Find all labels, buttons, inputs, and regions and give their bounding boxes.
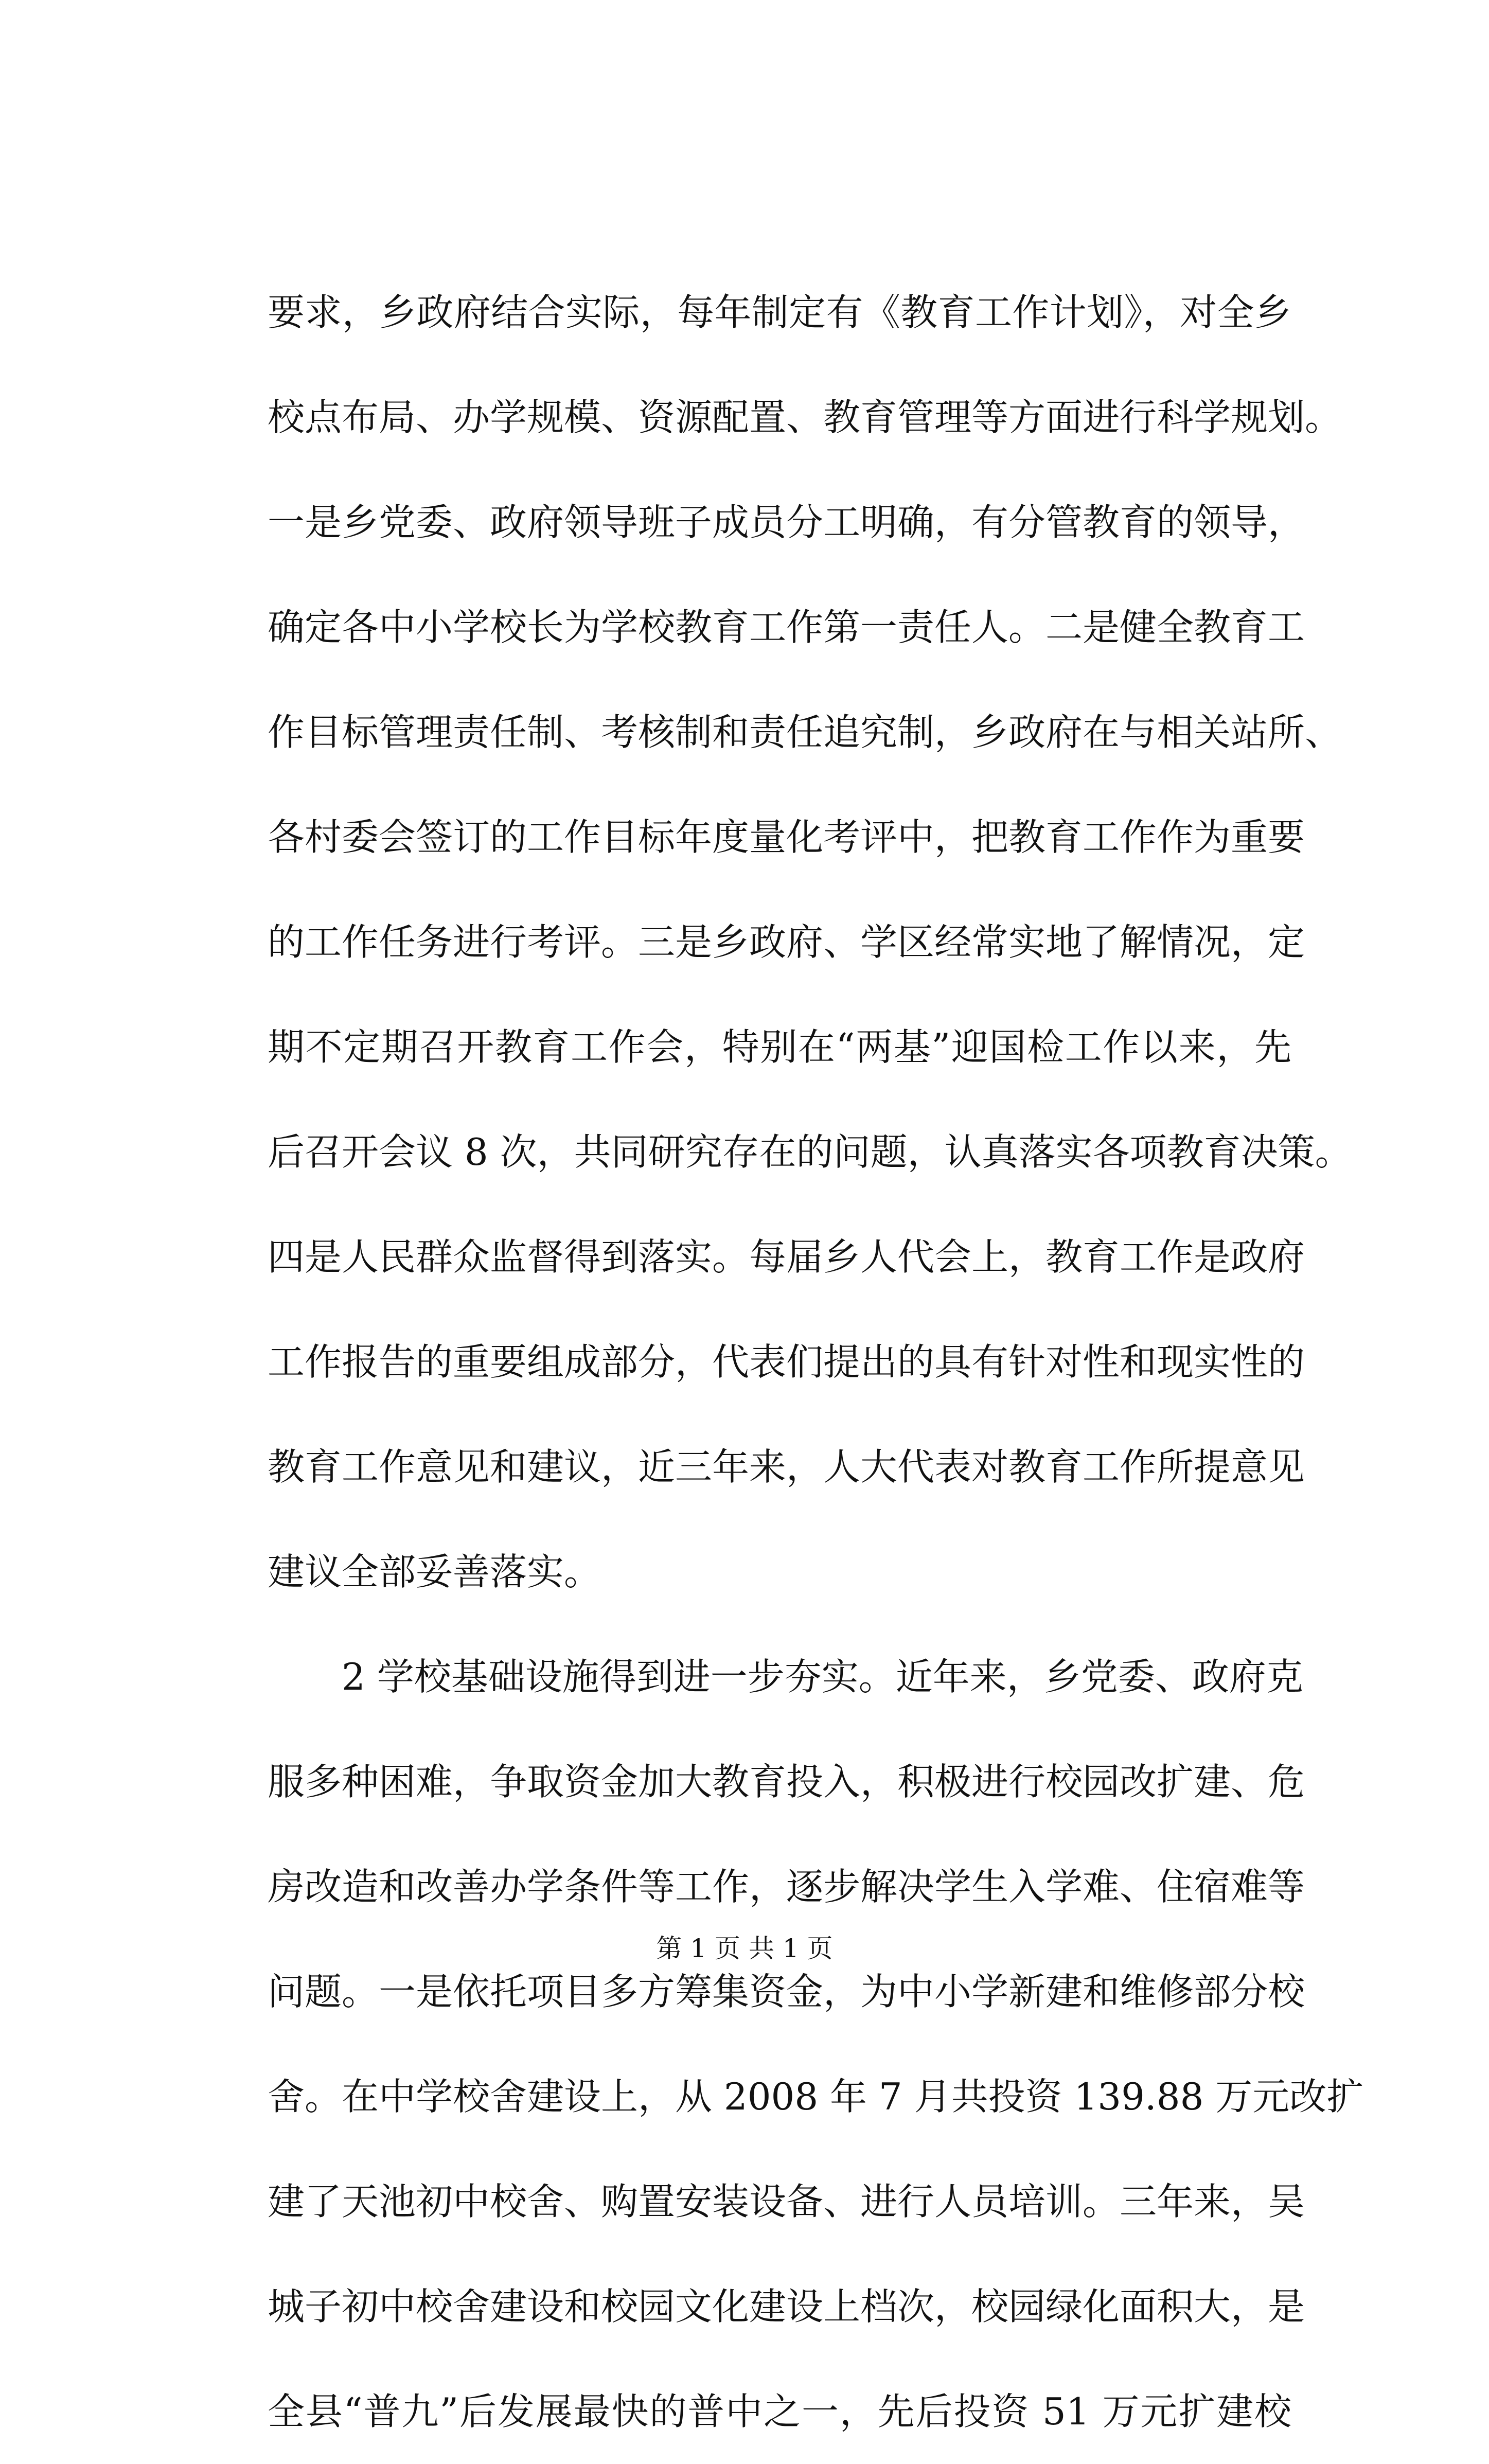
text-line: 教育工作意见和建议，近三年来，人大代表对教育工作所提意见 <box>268 1445 1305 1488</box>
text-line: 四是人民群众监督得到落实。每届乡人代会上，教育工作是政府 <box>268 1235 1305 1279</box>
paragraph-1 <box>268 260 1352 1624</box>
text-line: 2 学校基础设施得到进一步夯实。近年来，乡党委、政府克 <box>342 1655 1303 1698</box>
text-line: 舍。在中学校舍建设上，从 2008 年 7 月共投资 139.88 万元改扩 <box>268 2075 1364 2118</box>
text-line: 确定各中小学校长为学校教育工作第一责任人。二是健全教育工 <box>268 606 1305 649</box>
text-line: 的工作任务进行考评。三是乡政府、学区经常实地了解情况，定 <box>268 920 1305 964</box>
text-line: 期不定期召开教育工作会，特别在“两基”迎国检工作以来，先 <box>268 1025 1291 1069</box>
text-line: 建了天池初中校舍、购置安装设备、进行人员培训。三年来，吴 <box>268 2180 1305 2223</box>
text-line: 建议全部妥善落实。 <box>268 1550 601 1593</box>
text-line: 城子初中校舍建设和校园文化建设上档次，校园绿化面积大，是 <box>268 2285 1305 2328</box>
page-footer: 第 1 页 共 1 页 <box>656 1934 833 1963</box>
text-line: 校点布局、办学规模、资源配置、教育管理等方面进行科学规划。 <box>268 396 1342 439</box>
text-line: 各村委会签订的工作目标年度量化考评中，把教育工作作为重要 <box>268 816 1305 859</box>
text-line: 一是乡党委、政府领导班子成员分工明确，有分管教育的领导， <box>268 501 1305 544</box>
text-line: 要求，乡政府结合实际，每年制定有《教育工作计划》，对全乡 <box>268 291 1291 334</box>
text-line: 房改造和改善办学条件等工作，逐步解决学生入学难、住宿难等 <box>268 1865 1305 1908</box>
paragraph-2 <box>268 1624 1364 2464</box>
document-body <box>268 260 1364 2464</box>
text-line: 后召开会议 8 次，共同研究存在的问题，认真落实各项教育决策。 <box>268 1130 1352 1174</box>
text-line: 作目标管理责任制、考核制和责任追究制，乡政府在与相关站所、 <box>268 711 1342 754</box>
text-line: 全县“普九”后发展最快的普中之一，先后投资 51 万元扩建校 <box>268 2390 1291 2433</box>
text-line: 服多种困难，争取资金加大教育投入，积极进行校园改扩建、危 <box>268 1760 1305 1803</box>
text-line: 问题。一是依托项目多方筹集资金，为中小学新建和维修部分校 <box>268 1970 1305 2013</box>
text-line: 工作报告的重要组成部分，代表们提出的具有针对性和现实性的 <box>268 1340 1305 1384</box>
